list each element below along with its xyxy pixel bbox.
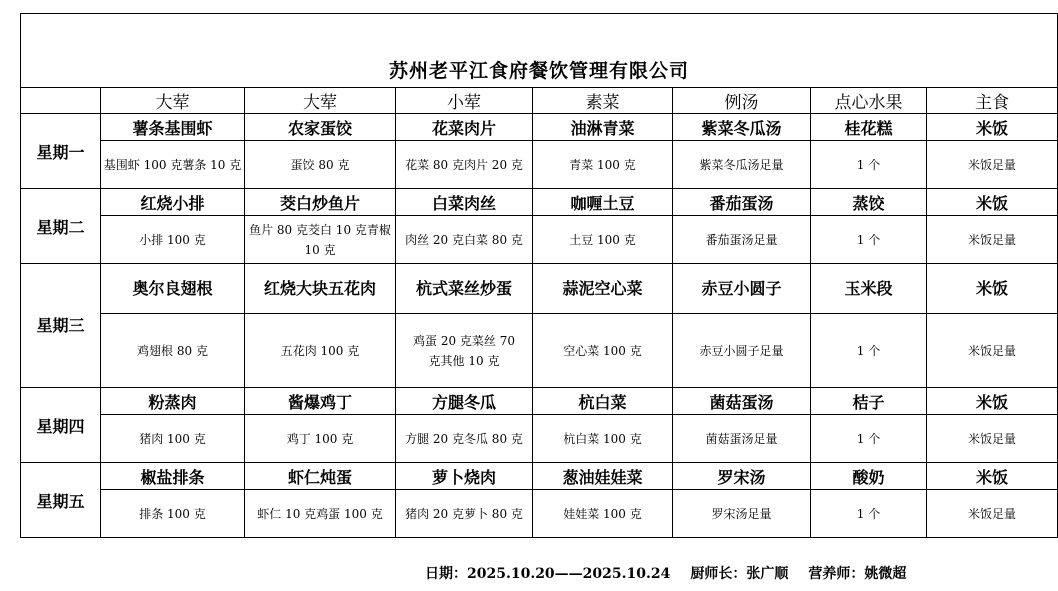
dish-detail: 空心菜 100 克 <box>533 314 673 388</box>
title-row <box>21 14 1058 88</box>
dish-detail: 米饭足量 <box>927 314 1058 388</box>
dish-name: 农家蛋饺 <box>245 114 396 141</box>
date-range: 日期：2025.10.20——2025.10.24 <box>425 566 671 582</box>
dish-detail: 菌菇蛋汤足量 <box>673 415 811 463</box>
day-label: 星期三 <box>21 264 101 388</box>
footer <box>425 563 926 583</box>
dish-name: 米饭 <box>927 189 1058 216</box>
dish-detail: 1 个 <box>811 490 927 538</box>
header-row <box>21 88 1058 114</box>
dish-name: 米饭 <box>927 264 1058 314</box>
dish-name: 罗宋汤 <box>673 463 811 490</box>
day-label: 星期五 <box>21 463 101 538</box>
dish-detail: 米饭足量 <box>927 216 1058 264</box>
dish-detail: 鸡翅根 80 克 <box>101 314 245 388</box>
dish-name: 油淋青菜 <box>533 114 673 141</box>
dish-name: 桂花糕 <box>811 114 927 141</box>
dish-name: 咖喱土豆 <box>533 189 673 216</box>
chef-name: 厨师长：张广顺 <box>690 566 789 582</box>
dish-name: 米饭 <box>927 463 1058 490</box>
dish-detail: 鱼片 80 克茭白 10 克青椒 10 克 <box>245 216 396 264</box>
dish-name: 花菜肉片 <box>396 114 533 141</box>
dish-detail: 花菜 80 克肉片 20 克 <box>396 141 533 189</box>
dish-detail: 五花肉 100 克 <box>245 314 396 388</box>
dish-name: 番茄蛋汤 <box>673 189 811 216</box>
dish-name: 蒜泥空心菜 <box>533 264 673 314</box>
dish-detail: 方腿 20 克冬瓜 80 克 <box>396 415 533 463</box>
dish-detail: 米饭足量 <box>927 415 1058 463</box>
dish-detail: 土豆 100 克 <box>533 216 673 264</box>
dish-name: 薯条基围虾 <box>101 114 245 141</box>
dish-name: 椒盐排条 <box>101 463 245 490</box>
dish-detail: 肉丝 20 克白菜 80 克 <box>396 216 533 264</box>
dish-row <box>21 388 1058 415</box>
dish-detail: 杭白菜 100 克 <box>533 415 673 463</box>
column-header: 小荤 <box>396 88 533 114</box>
dish-name: 葱油娃娃菜 <box>533 463 673 490</box>
dish-name: 桔子 <box>811 388 927 415</box>
dish-detail: 娃娃菜 100 克 <box>533 490 673 538</box>
dish-row <box>21 189 1058 216</box>
dish-name: 紫菜冬瓜汤 <box>673 114 811 141</box>
dish-name: 粉蒸肉 <box>101 388 245 415</box>
dish-detail: 1 个 <box>811 415 927 463</box>
nutritionist-name: 营养师：姚微超 <box>808 566 907 582</box>
dish-row <box>21 463 1058 490</box>
dish-name: 红烧小排 <box>101 189 245 216</box>
dish-name: 方腿冬瓜 <box>396 388 533 415</box>
detail-row <box>21 141 1058 189</box>
dish-detail: 1 个 <box>811 216 927 264</box>
dish-detail: 赤豆小圆子足量 <box>673 314 811 388</box>
dish-detail: 1 个 <box>811 141 927 189</box>
day-label: 星期一 <box>21 114 101 189</box>
dish-name: 蒸饺 <box>811 189 927 216</box>
column-header: 例汤 <box>673 88 811 114</box>
dish-name: 菌菇蛋汤 <box>673 388 811 415</box>
header-corner <box>21 88 101 114</box>
dish-detail: 紫菜冬瓜汤足量 <box>673 141 811 189</box>
dish-name: 玉米段 <box>811 264 927 314</box>
day-label: 星期四 <box>21 388 101 463</box>
detail-row <box>21 314 1058 388</box>
dish-row <box>21 114 1058 141</box>
dish-row <box>21 264 1058 314</box>
detail-row <box>21 415 1058 463</box>
dish-detail: 蛋饺 80 克 <box>245 141 396 189</box>
dish-detail: 基围虾 100 克薯条 10 克 <box>101 141 245 189</box>
detail-row <box>21 490 1058 538</box>
dish-detail: 鸡丁 100 克 <box>245 415 396 463</box>
dish-name: 虾仁炖蛋 <box>245 463 396 490</box>
page-title: 苏州老平江食府餐饮管理有限公司 <box>21 14 1058 88</box>
dish-detail: 罗宋汤足量 <box>673 490 811 538</box>
column-header: 主食 <box>927 88 1058 114</box>
column-header: 大荤 <box>101 88 245 114</box>
dish-name: 红烧大块五花肉 <box>245 264 396 314</box>
dish-name: 酸奶 <box>811 463 927 490</box>
dish-detail: 猪肉 20 克萝卜 80 克 <box>396 490 533 538</box>
dish-name: 奥尔良翅根 <box>101 264 245 314</box>
dish-detail: 小排 100 克 <box>101 216 245 264</box>
dish-name: 白菜肉丝 <box>396 189 533 216</box>
dish-name: 米饭 <box>927 114 1058 141</box>
column-header: 点心水果 <box>811 88 927 114</box>
day-label: 星期二 <box>21 189 101 264</box>
dish-name: 米饭 <box>927 388 1058 415</box>
dish-detail: 米饭足量 <box>927 141 1058 189</box>
dish-detail: 鸡蛋 20 克菜丝 70 克其他 10 克 <box>396 314 533 388</box>
detail-row <box>21 216 1058 264</box>
dish-name: 杭式菜丝炒蛋 <box>396 264 533 314</box>
dish-detail: 猪肉 100 克 <box>101 415 245 463</box>
dish-name: 赤豆小圆子 <box>673 264 811 314</box>
column-header: 大荤 <box>245 88 396 114</box>
dish-detail: 虾仁 10 克鸡蛋 100 克 <box>245 490 396 538</box>
dish-name: 杭白菜 <box>533 388 673 415</box>
dish-detail: 番茄蛋汤足量 <box>673 216 811 264</box>
column-header: 素菜 <box>533 88 673 114</box>
dish-detail: 米饭足量 <box>927 490 1058 538</box>
dish-detail: 1 个 <box>811 314 927 388</box>
dish-name: 萝卜烧肉 <box>396 463 533 490</box>
dish-name: 茭白炒鱼片 <box>245 189 396 216</box>
dish-name: 酱爆鸡丁 <box>245 388 396 415</box>
dish-detail: 排条 100 克 <box>101 490 245 538</box>
weekly-menu-table <box>20 13 1058 538</box>
dish-detail: 青菜 100 克 <box>533 141 673 189</box>
